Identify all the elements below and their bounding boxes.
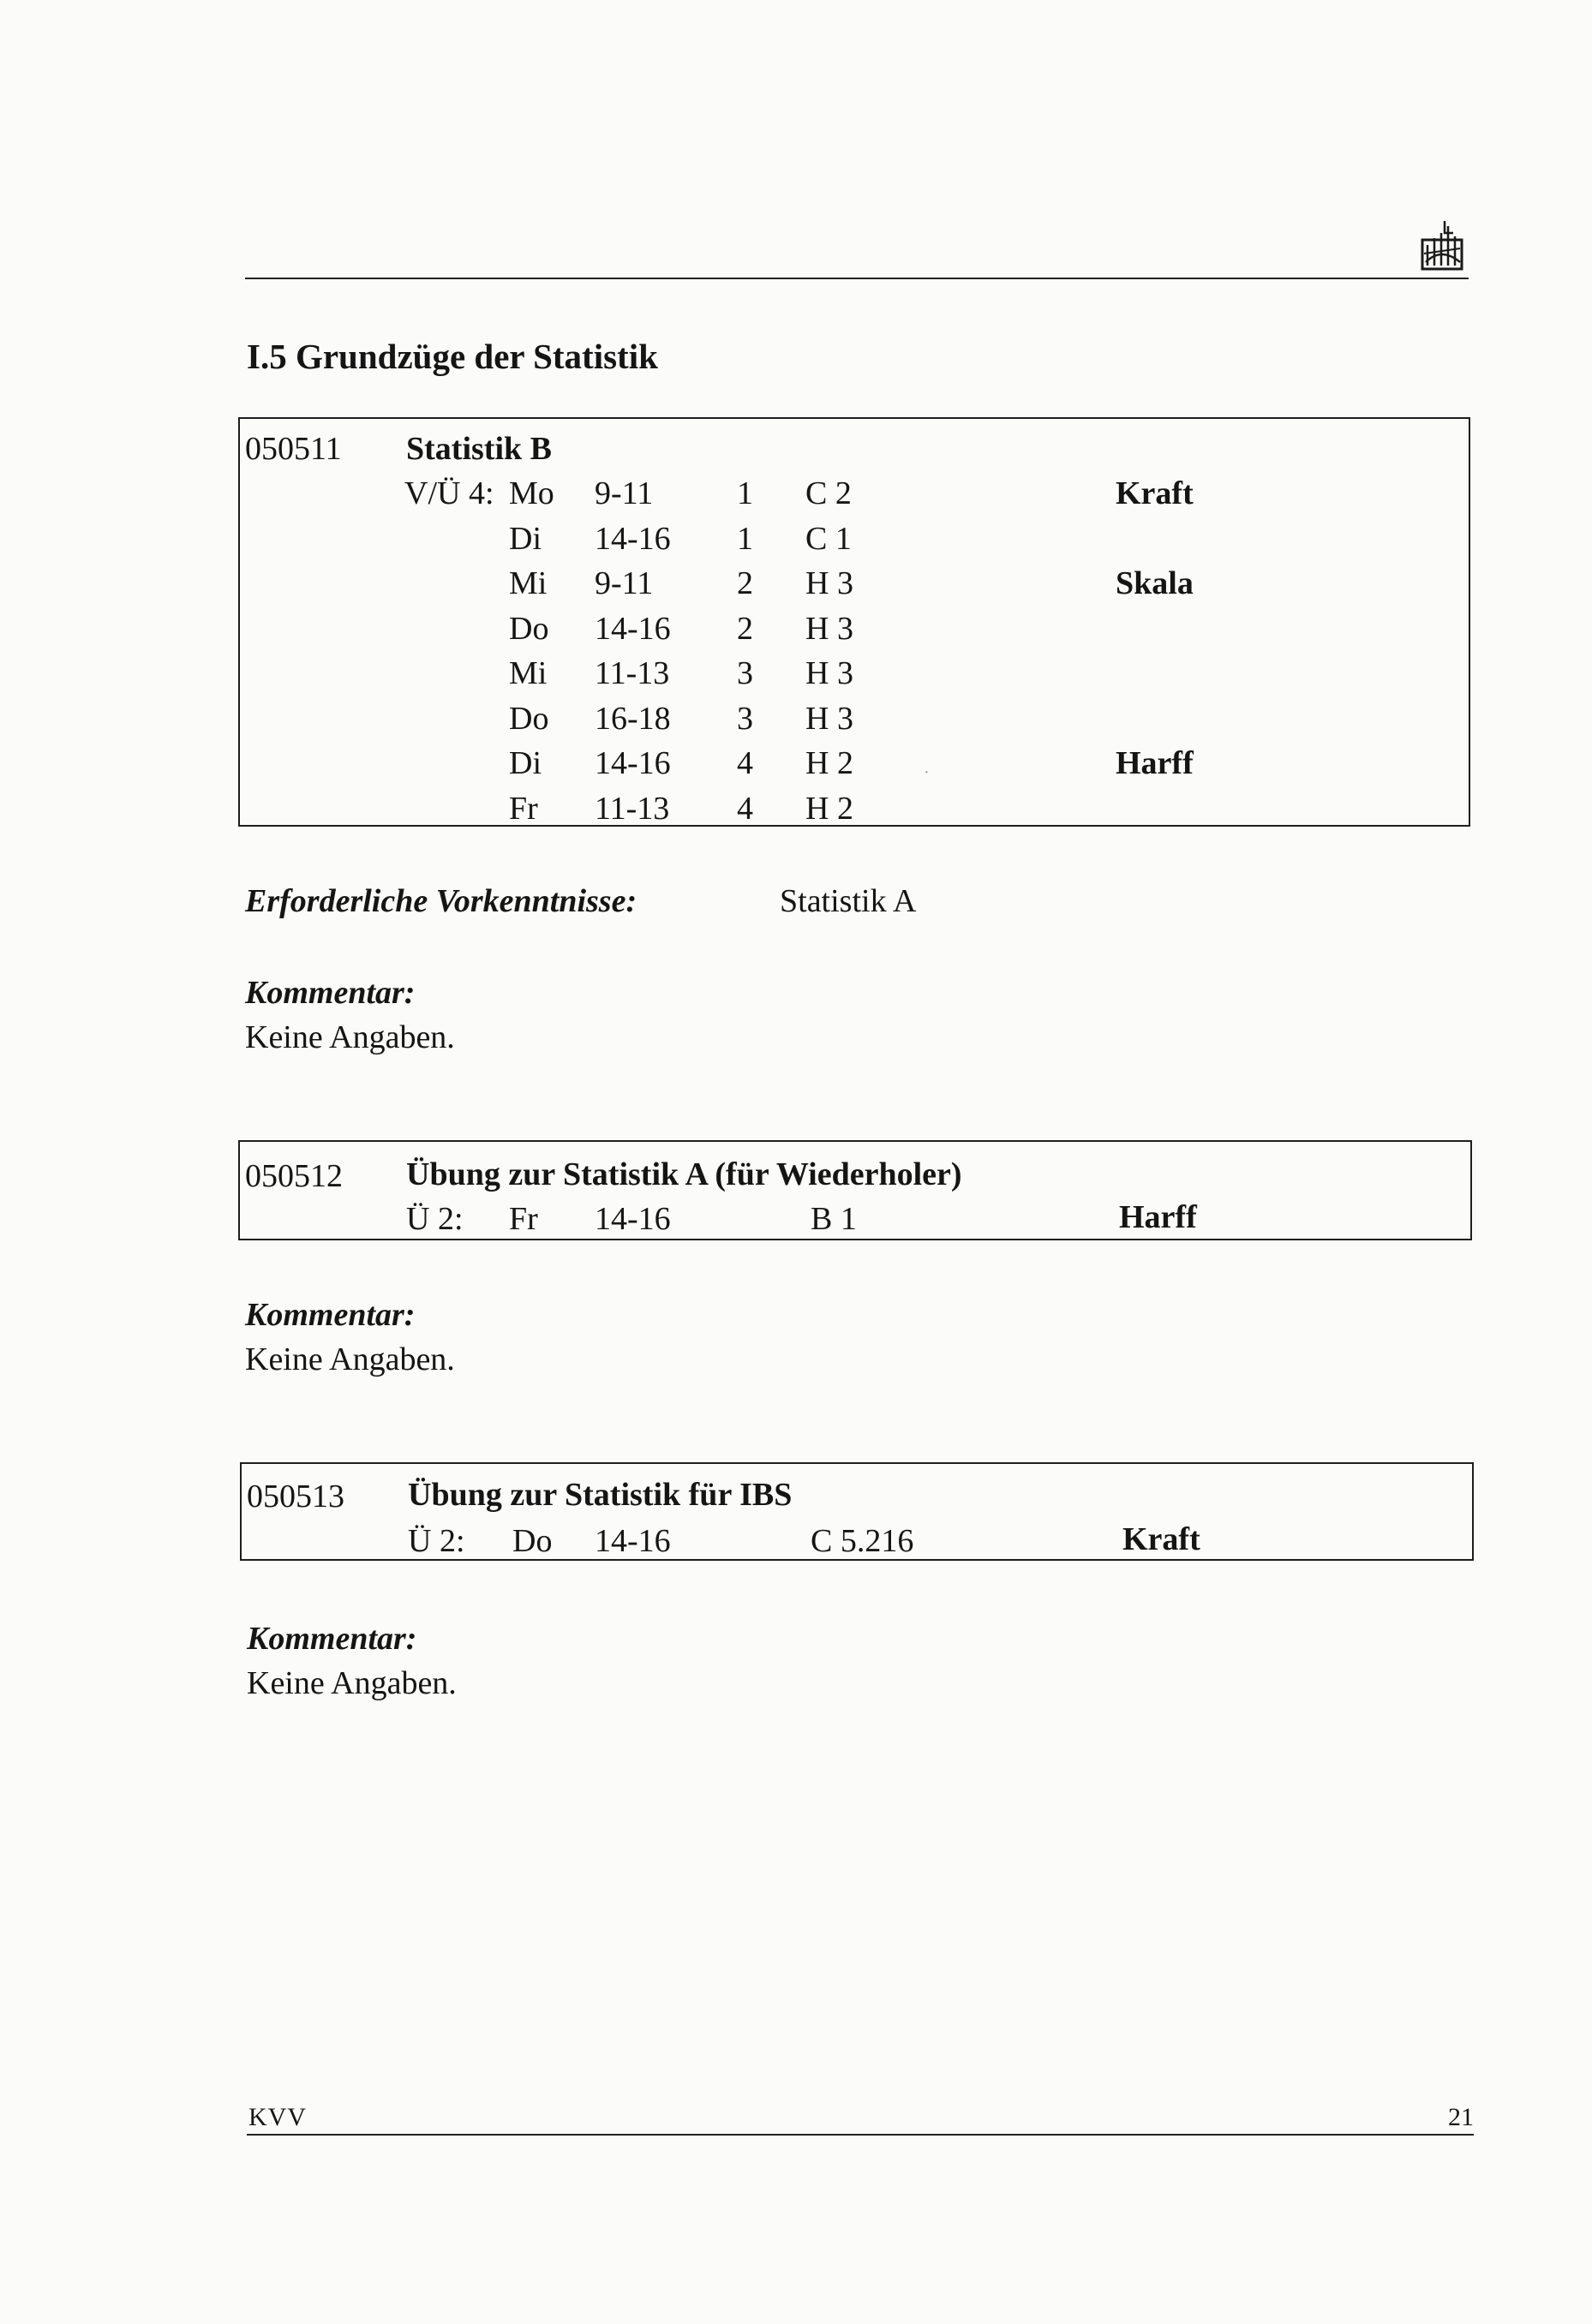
course-title: Übung zur Statistik A (für Wiederholer) — [406, 1156, 962, 1192]
schedule-day: Do — [512, 1523, 553, 1559]
schedule-room: H 3 — [805, 700, 853, 737]
schedule-room: H 3 — [805, 565, 853, 601]
schedule-room: H 3 — [805, 655, 853, 691]
schedule-day: Do — [509, 700, 549, 737]
course-type: Ü 2: — [406, 1201, 464, 1237]
schedule-time: 14-16 — [595, 1523, 671, 1559]
schedule-room: B 1 — [811, 1201, 857, 1237]
prerequisites-value: Statistik A — [780, 883, 917, 919]
schedule-day: Mi — [509, 565, 548, 601]
schedule-day: Mi — [509, 655, 548, 691]
schedule-group: 3 — [737, 700, 753, 737]
schedule-day: Fr — [509, 1201, 538, 1237]
schedule-time: 14-16 — [595, 610, 671, 647]
course-number: 050512 — [245, 1158, 343, 1194]
schedule-group: 1 — [737, 520, 753, 557]
footer-kvv-label: KVV — [248, 2103, 307, 2131]
comment-label: Kommentar: — [247, 1621, 417, 1657]
schedule-time: 14-16 — [595, 1201, 671, 1237]
comment-label: Kommentar: — [245, 1297, 416, 1333]
schedule-lecturer: Harff — [1116, 745, 1194, 781]
schedule-time: 11-13 — [595, 655, 670, 691]
schedule-room: C 2 — [805, 475, 852, 511]
schedule-room: H 3 — [805, 610, 853, 647]
course-number: 050513 — [247, 1479, 344, 1514]
schedule-group: 2 — [737, 565, 753, 601]
schedule-room: C 5.216 — [811, 1523, 914, 1559]
course-title: Statistik B — [406, 431, 552, 467]
schedule-day: Di — [509, 520, 542, 557]
schedule-lecturer: Kraft — [1116, 475, 1194, 511]
course-type: V/Ü 4: — [404, 475, 494, 511]
schedule-lecturer: Skala — [1116, 565, 1194, 601]
schedule-group: 1 — [737, 475, 753, 511]
schedule-group: 4 — [737, 790, 753, 827]
schedule-day: Di — [509, 745, 542, 781]
prerequisites-label: Erforderliche Vorkenntnisse: — [245, 883, 637, 919]
schedule-time: 14-16 — [595, 520, 671, 557]
schedule-day: Fr — [509, 790, 538, 827]
comment-text: Keine Angaben. — [247, 1665, 457, 1701]
schedule-day: Do — [509, 610, 549, 647]
header-rule — [245, 278, 1469, 279]
comment-text: Keine Angaben. — [245, 1019, 455, 1055]
schedule-time: 16-18 — [595, 700, 671, 737]
course-number: 050511 — [245, 431, 342, 467]
section-title: I.5 Grundzüge der Statistik — [247, 337, 658, 376]
schedule-time: 11-13 — [595, 790, 670, 827]
course-type: Ü 2: — [408, 1523, 465, 1559]
schedule-day: Mo — [509, 475, 554, 511]
schedule-room: H 2 — [805, 745, 853, 781]
university-logo-icon — [1419, 214, 1467, 272]
schedule-group: 2 — [737, 610, 753, 647]
schedule-lecturer: Harff — [1119, 1199, 1197, 1235]
page-number: 21 — [1448, 2103, 1474, 2131]
footer-rule — [247, 2134, 1474, 2136]
schedule-lecturer: Kraft — [1122, 1521, 1200, 1557]
schedule-time: 9-11 — [595, 565, 654, 601]
schedule-room: H 2 — [805, 790, 853, 827]
separator-dot: · — [924, 763, 930, 782]
schedule-room: C 1 — [805, 520, 852, 557]
comment-label: Kommentar: — [245, 975, 416, 1011]
schedule-group: 4 — [737, 745, 753, 781]
schedule-group: 3 — [737, 655, 753, 691]
schedule-time: 9-11 — [595, 475, 654, 511]
course-title: Übung zur Statistik für IBS — [408, 1477, 793, 1513]
schedule-time: 14-16 — [595, 745, 671, 781]
comment-text: Keine Angaben. — [245, 1341, 455, 1377]
